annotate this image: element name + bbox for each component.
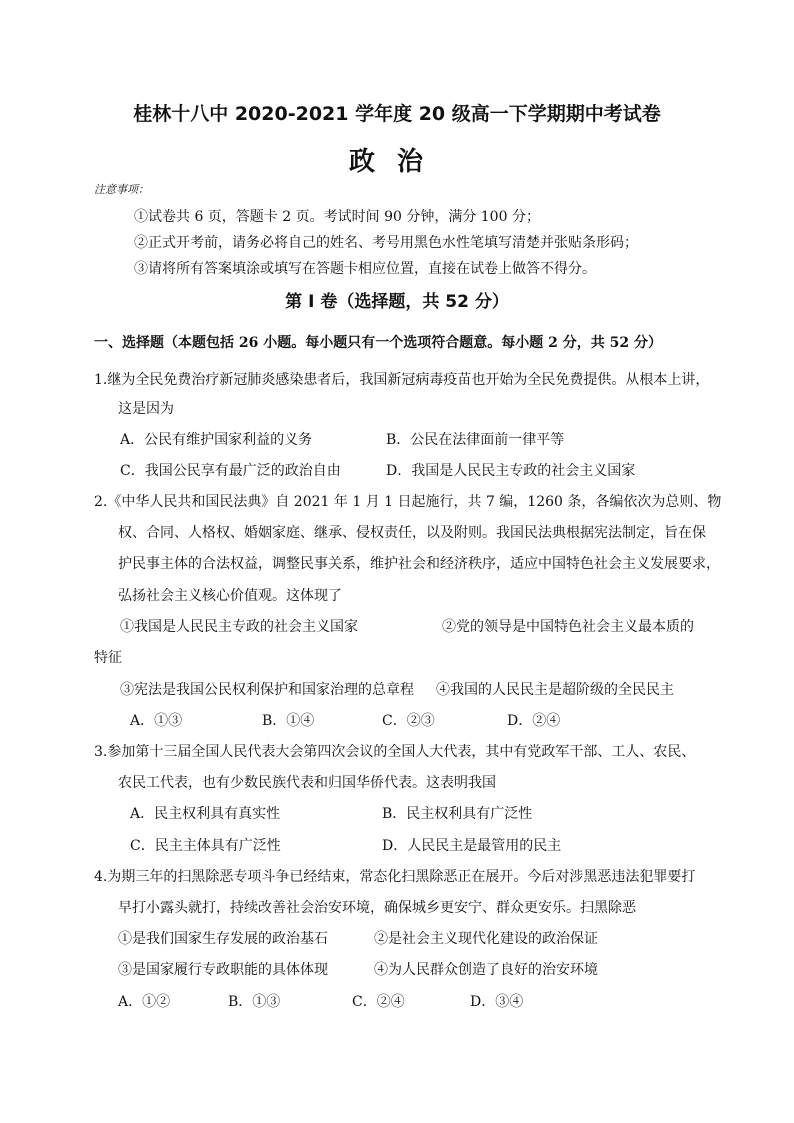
subject-title: 政治 bbox=[348, 147, 445, 177]
q2-option-d: D．②④ bbox=[507, 713, 561, 729]
q4-option-b: B．①③ bbox=[228, 994, 281, 1010]
q1-option-b: B．公民在法律面前一律平等 bbox=[386, 432, 565, 448]
q4-option-a: A．①② bbox=[118, 994, 171, 1010]
q2-stem-line-3: 护民事主体的合法权益，调整民事关系，维护社会和经济秩序，适应中国特色社会主义发展要求， bbox=[118, 556, 720, 572]
q4-option-c: C．②④ bbox=[352, 994, 405, 1010]
q1-option-d: D．我国是人民民主专政的社会主义国家 bbox=[386, 463, 636, 479]
q4-statement-3: ③是国家履行专政职能的具体体现 bbox=[118, 962, 328, 978]
note-item-3: ③请将所有答案填涂或填写在答题卡相应位置，直接在试卷上做答不得分。 bbox=[134, 261, 596, 277]
q2-option-c: C．②③ bbox=[382, 713, 435, 729]
notes-heading: 注意事项： bbox=[94, 183, 149, 196]
q4-stem-line-1: 4.为期三年的扫黑除恶专项斗争已经结束，常态化扫黑除恶正在展开。今后对涉黑恶违法犯罪要打 bbox=[94, 869, 696, 885]
q4-stem-line-2: 早打小露头就打，持续改善社会治安环境，确保城乡更安宁、群众更安乐。扫黑除恶 bbox=[118, 900, 636, 916]
q2-statement-1: ①我国是人民民主专政的社会主义国家 bbox=[120, 619, 358, 635]
q3-option-a: A．民主权利具有真实性 bbox=[130, 806, 281, 822]
part-heading: 第 I 卷（选择题，共 52 分） bbox=[285, 292, 509, 312]
q1-stem-line-2: 这是因为 bbox=[118, 401, 174, 417]
q3-stem-line-1: 3.参加第十三届全国人民代表大会第四次会议的全国人大代表，其中有党政军干部、工人、农民、 bbox=[94, 744, 696, 760]
q4-statement-2: ②是社会主义现代化建设的政治保证 bbox=[374, 931, 598, 947]
q3-stem-line-2: 农民工代表，也有少数民族代表和归国华侨代表。这表明我国 bbox=[118, 775, 496, 791]
q2-stem-line-2: 权、合同、人格权、婚姻家庭、继承、侵权责任，以及附则。我国民法典根据宪法制定，旨在保 bbox=[118, 525, 706, 541]
q1-stem-line-1: 1.继为全民免费治疗新冠肺炎感染患者后，我国新冠病毒疫苗也开始为全民免费提供。从根本上讲， bbox=[94, 372, 710, 388]
q3-option-b: B．民主权利具有广泛性 bbox=[382, 806, 533, 822]
q2-stem-line-4: 弘扬社会主义核心价值观。这体现了 bbox=[118, 588, 342, 604]
note-item-2: ②正式开考前，请务必将自己的姓名、考号用黑色水性笔填写清楚并张贴条形码； bbox=[134, 235, 638, 251]
q3-option-c: C．民主主体具有广泛性 bbox=[130, 838, 281, 854]
q2-option-a: A．①③ bbox=[130, 713, 183, 729]
section-heading: 一、选择题（本题包括 26 小题。每小题只有一个选项符合题意。每小题 2 分，共 52 分） bbox=[94, 335, 662, 351]
q2-statement-4: ④我国的人民民主是超阶级的全民民主 bbox=[436, 682, 674, 698]
q4-statement-4: ④为人民群众创造了良好的治安环境 bbox=[374, 962, 598, 978]
q2-option-b: B．①④ bbox=[262, 713, 315, 729]
q2-stem-line-1: 2.《中华人民共和国民法典》自 2021 年 1 月 1 日起施行，共 7 编，1260 条，各编依次为总则、物 bbox=[94, 494, 722, 510]
q4-option-d: D．③④ bbox=[470, 994, 524, 1010]
q2-statement-2-continued: 特征 bbox=[94, 650, 122, 666]
note-item-1: ①试卷共 6 页，答题卡 2 页。考试时间 90 分钟，满分 100 分； bbox=[134, 209, 540, 225]
q1-option-c: C．我国公民享有最广泛的政治自由 bbox=[120, 463, 341, 479]
q4-statement-1: ①是我们国家生存发展的政治基石 bbox=[118, 931, 328, 947]
q2-statement-3: ③宪法是我国公民权利保护和国家治理的总章程 bbox=[120, 682, 414, 698]
q2-statement-2: ②党的领导是中国特色社会主义最本质的 bbox=[442, 619, 694, 635]
exam-title: 桂林十八中 2020-2021 学年度 20 级高一下学期期中考试卷 bbox=[133, 103, 661, 125]
q3-option-d: D．人民民主是最管用的民主 bbox=[382, 838, 562, 854]
q1-option-a: A．公民有维护国家利益的义务 bbox=[120, 432, 313, 448]
